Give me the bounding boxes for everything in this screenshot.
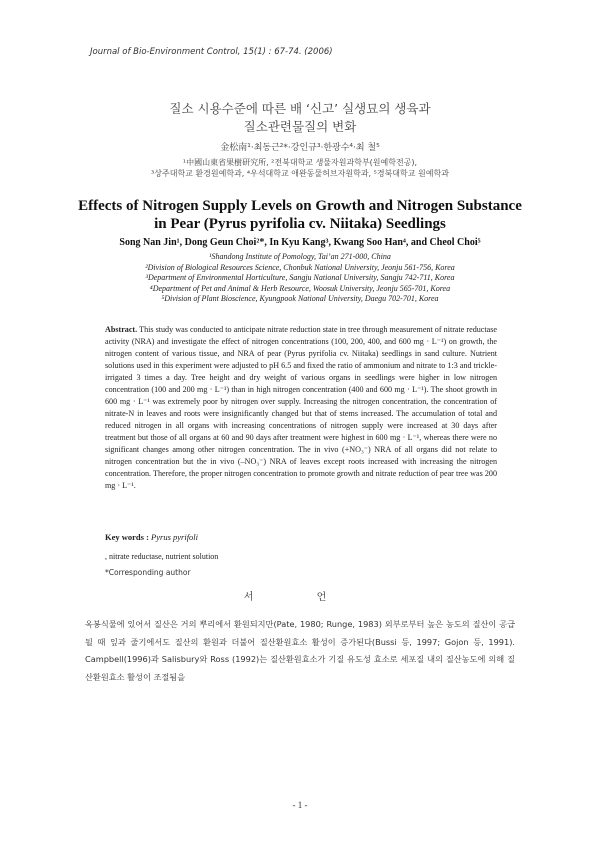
english-title: [0, 197, 600, 233]
korean-title-line-1: 질소 시용수준에 따른 배 ‘신고’ 실생묘의 생육과: [169, 101, 431, 116]
abstract: [105, 324, 497, 492]
korean-affiliation-line-2: ³상주대학교 환경원예학과, ⁴우석대학교 애완동물허브자원학과, ⁵경북대학교 원예학과: [151, 169, 449, 178]
page-number: - 1 -: [292, 800, 308, 810]
affiliation-1: ¹Shandong Institute of Pomology, Tai’an 271-000, China: [209, 252, 391, 261]
section-title-introduction: 서 언: [243, 592, 357, 603]
korean-title: [0, 100, 600, 136]
keywords-italic: Pyrus pyrifoli: [151, 532, 199, 542]
abstract-text: This study was conducted to anticipate nitrate reduction state in tree through measurement of nitrate reductase activity (NRA) and investigate the effect of nitrogen concentrations (100, 200, 400, and 600 mg · L⁻¹) on growth, the nitrogen content of various tissue, and NRA of pear (Pyrus pyrifolia cv. Niitaka) seedlings in sand culture. Nutrient solutions used in this experiment were adjusted to pH 6.5 and fixed the ratio of ammonium and nitrate to 1:3 and trickle-irrigated 3 times a day. Tree height and dry weight of various organs in seedlings were higher in low nitrogen concentration (100 and 200 mg · L⁻¹) than in high nitrogen concentration (400 and 600 mg · L⁻¹). The shoot growth in 600 mg · L⁻¹ was extremely poor by nitrogen over supply. Increasing the nitrogen concentration, the concentration of nitrate-N in leaves and roots were insignificantly changed but that of stems increased. The accumulation of total and reduced nitrogen in all organs with increasing concentrations of nitrogen supply were increased at 30 days after treatment but those of all organs at 60 and 90 days after treatment were highest in 600 mg · L⁻¹, whereas there were no significant changes among other nitrogen concentration. The in vivo (+NO₃⁻) NRA of all organs did not relate to nitrogen concentration but the in vivo (–NO₃⁻) NRA of leaves except roots increased with increasing the nitrogen concentration. Therefore, the proper nitrogen concentration to promote growth and nitrate reduction of pear tree was 200 mg · L⁻¹.: [105, 325, 497, 490]
abstract-label: Abstract.: [105, 325, 138, 334]
korean-affiliation-line-1: ¹中國山東省果樹研究所, ²전북대학교 생물자원과학부(원예학전공),: [182, 158, 418, 167]
english-title-line-1: Effects of Nitrogen Supply Levels on Growth and Nitrogen Substance: [78, 198, 522, 214]
english-title-line-2: in Pear (Pyrus pyrifolia cv. Niitaka) Seedlings: [154, 216, 446, 232]
korean-title-line-2: 질소관련물질의 변화: [243, 119, 357, 134]
keywords-label: Key words :: [105, 532, 149, 542]
english-authors: Song Nan Jin¹, Dong Geun Choi²*, In Kyu Kang³, Kwang Soo Han⁴, and Cheol Choi⁵: [119, 237, 481, 248]
keywords-continued: , nitrate reductase, nutrient solution: [105, 552, 219, 561]
keywords: [105, 532, 198, 542]
introduction-body: 옥봉식물에 있어서 질산은 거의 뿌리에서 환원되지만(Pate, 1980; Runge, 1983) 외부로부터 높은 농도의 질산이 공급될 때 잎과 줄기에서도 질산의 환원과 더불어 질산환원효소 활성이 증가된다(Bussi 등, 1997; Gojon 등, 1991). Campbell(1996)과 Salisbury와 Ross (1992)는 질산환원효소가 기질 유도성 효소로 세포질 내의 질산농도에 의해 질산환원효소 활성이 조절됨을: [85, 619, 515, 682]
korean-authors: 金松南¹·최동근²*·강인규³·한광수⁴·최 철⁵: [220, 143, 380, 153]
affiliations: [0, 252, 600, 305]
affiliation-2: ²Division of Biological Resources Science, Chonbuk National University, Jeonju 561-756, Korea: [145, 262, 455, 272]
journal-header: Journal of Bio-Environment Control, 15(1) : 67-74. (2006): [90, 47, 333, 57]
affiliation-4: ⁴Department of Pet and Animal & Herb Resource, Woosuk University, Jeonju 565-701, Korea: [149, 283, 451, 293]
affiliation-5: ⁵Division of Plant Bioscience, Kyungpook National University, Daegu 702-701, Korea: [161, 294, 439, 303]
corresponding-author-note: *Corresponding author: [105, 568, 191, 577]
korean-affiliations: [0, 157, 600, 179]
affiliation-3: ³Department of Environmental Horticulture, Sangju National University, Sangju 742-711, Korea: [145, 273, 455, 282]
